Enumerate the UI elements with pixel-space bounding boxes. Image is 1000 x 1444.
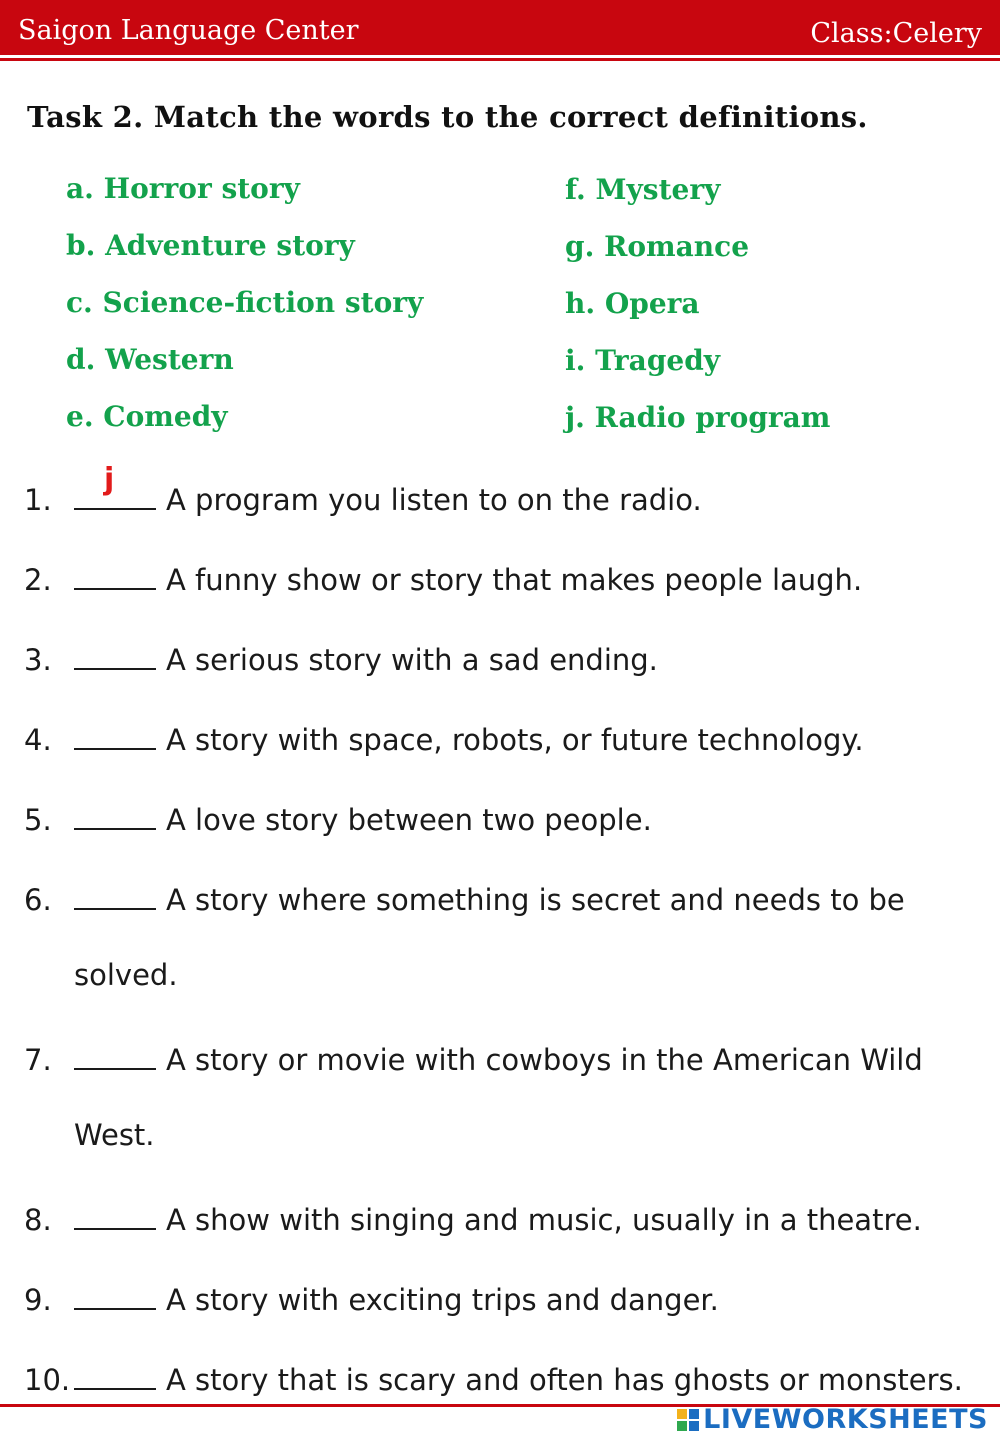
question-number: 5. — [24, 803, 52, 837]
option-a: a. Horror story — [66, 172, 300, 205]
question-row — [24, 718, 864, 757]
question-text: A love story between two people. — [166, 803, 652, 837]
answer-blank[interactable] — [74, 462, 156, 510]
question-number: 2. — [24, 563, 52, 597]
answer-blank[interactable] — [74, 798, 156, 830]
question-number: 1. — [24, 483, 52, 517]
answer-blank[interactable] — [74, 718, 156, 750]
class-label: Class:Celery — [810, 18, 982, 49]
school-name: Saigon Language Center — [18, 15, 359, 46]
header-bar — [0, 0, 1000, 55]
question-text: A show with singing and music, usually in a theatre. — [166, 1203, 922, 1237]
option-b: b. Adventure story — [66, 229, 355, 262]
question-text: A program you listen to on the radio. — [166, 483, 702, 517]
answer-blank[interactable] — [74, 638, 156, 670]
task-title: Task 2. Match the words to the correct definitions. — [27, 100, 868, 134]
question-number: 9. — [24, 1283, 52, 1317]
answer-text: j — [104, 462, 115, 497]
question-row — [24, 1278, 719, 1317]
answer-blank[interactable] — [74, 558, 156, 590]
question-text: A serious story with a sad ending. — [166, 643, 658, 677]
question-row — [24, 638, 658, 677]
answer-blank[interactable] — [74, 1038, 156, 1070]
question-number: 4. — [24, 723, 52, 757]
question-number: 7. — [24, 1043, 52, 1077]
option-i: i. Tragedy — [565, 344, 721, 377]
option-d: d. Western — [66, 343, 234, 376]
question-number: 8. — [24, 1203, 52, 1237]
question-row — [24, 462, 702, 517]
liveworksheets-logo — [677, 1404, 988, 1435]
question-number: 10. — [24, 1363, 71, 1397]
question-row — [24, 1358, 963, 1397]
question-row — [24, 798, 652, 837]
header-divider — [0, 58, 1000, 61]
question-text: A story or movie with cowboys in the American Wild — [166, 1043, 923, 1077]
liveworksheets-icon — [677, 1409, 699, 1431]
option-h: h. Opera — [565, 287, 700, 320]
answer-blank[interactable] — [74, 1278, 156, 1310]
option-j: j. Radio program — [565, 401, 831, 434]
question-text: A story with exciting trips and danger. — [166, 1283, 719, 1317]
answer-blank[interactable] — [74, 878, 156, 910]
answer-blank[interactable] — [74, 1198, 156, 1230]
question-text: A funny show or story that makes people laugh. — [166, 563, 863, 597]
question-row — [24, 1198, 922, 1237]
answer-blank[interactable] — [74, 1358, 156, 1390]
option-g: g. Romance — [565, 230, 750, 263]
question-text-continued: West. — [74, 1118, 155, 1152]
option-f: f. Mystery — [565, 173, 721, 206]
question-text: A story that is scary and often has ghosts or monsters. — [166, 1363, 963, 1397]
question-number: 3. — [24, 643, 52, 677]
question-text: A story with space, robots, or future technology. — [166, 723, 864, 757]
option-e: e. Comedy — [66, 400, 228, 433]
question-text-continued: solved. — [74, 958, 178, 992]
question-text: A story where something is secret and needs to be — [166, 883, 905, 917]
liveworksheets-brand: LIVEWORKSHEETS — [703, 1404, 988, 1435]
question-row — [24, 878, 905, 917]
question-row — [24, 1038, 923, 1077]
option-c: c. Science-fiction story — [66, 286, 424, 319]
question-number: 6. — [24, 883, 52, 917]
question-row — [24, 558, 862, 597]
